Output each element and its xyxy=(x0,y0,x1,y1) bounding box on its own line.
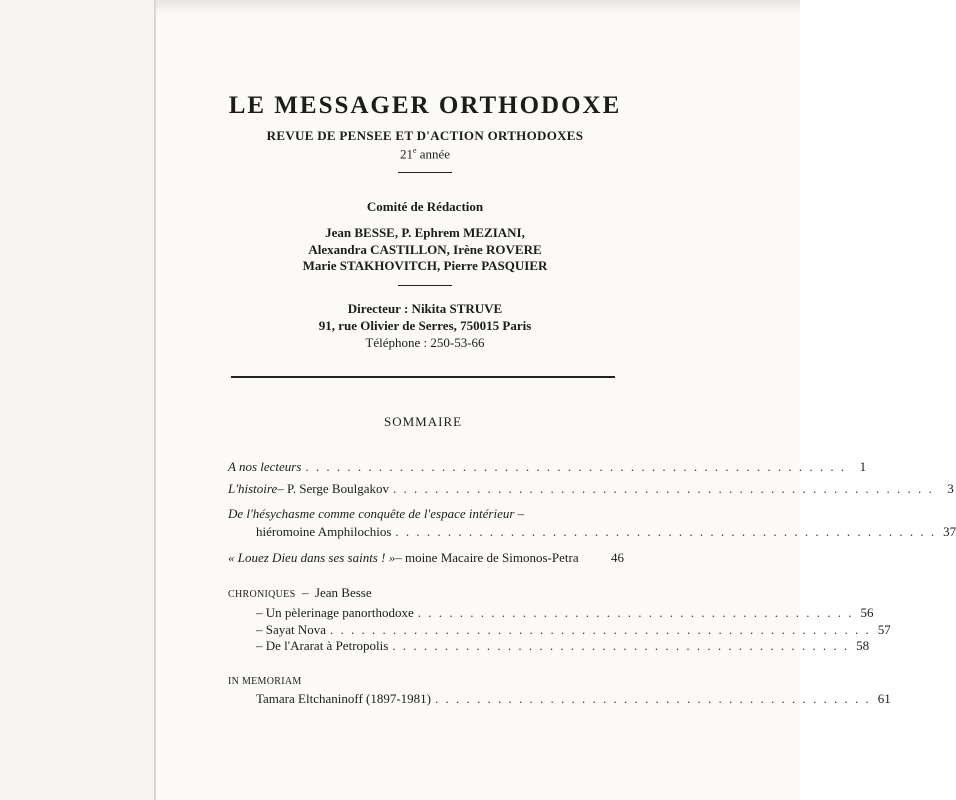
dot-leader: . . . . . . . . . . . . . . . . . . . . . . . . . . . . . . . . . . . . . . . . . . . . . . . . . . . . xyxy=(395,524,937,539)
chroniques-author: Jean Besse xyxy=(314,585,372,600)
toc-entry-page: 1 xyxy=(859,459,867,474)
comite-member-line: Marie STAKHOVITCH, Pierre PASQUIER xyxy=(302,258,548,273)
memoriam-item xyxy=(256,691,891,707)
dot-leader: . . . . . . . . . . . . . . . . . . . . . . . . . . . . . . . . . . . . . . . . . . . . . . . . . . . . xyxy=(392,481,934,496)
memoriam-heading: IN MEMORIAM xyxy=(228,676,302,687)
sommaire-heading: SOMMAIRE xyxy=(384,414,463,429)
toc-entry-title xyxy=(228,506,524,522)
journal-year xyxy=(0,146,850,162)
chronique-title: – De l'Ararat à Petropolis xyxy=(256,638,389,653)
dot-leader: . . . . . . . . . . . . . . . . . . . . . . . . . . . . . . . . . . . . . . . . . . xyxy=(435,691,871,706)
chronique-page: 57 xyxy=(877,622,891,637)
chronique-title: – Sayat Nova xyxy=(256,622,327,637)
page-edge-left xyxy=(154,0,156,800)
chroniques-separator: – xyxy=(295,585,315,600)
directeur: Directeur : Nikita STRUVE xyxy=(347,301,503,316)
divider-rule xyxy=(398,172,452,173)
year-suffix: e xyxy=(412,146,417,155)
chronique-title: – Un pèlerinage panorthodoxe xyxy=(256,605,414,620)
comite-member-line: Alexandra CASTILLON, Irène ROVERE xyxy=(308,242,542,257)
toc-entry-page: 46 xyxy=(611,550,624,565)
toc-entry-title: « Louez Dieu dans ses saints ! » xyxy=(228,550,396,565)
memoriam-page: 61 xyxy=(877,691,891,706)
toc-entry-page: 3 xyxy=(947,481,954,496)
chronique-item xyxy=(256,638,870,654)
dot-leader: . . . . . . . . . . . . . . . . . . . . . . . . . . . . . . . . . . . . . . . . . . . . . . . . . . . . xyxy=(305,459,847,474)
comite-member-line: Jean BESSE, P. Ephrem MEZIANI, xyxy=(325,225,525,240)
comite-heading: Comité de Rédaction xyxy=(366,199,484,214)
journal-subtitle: REVUE DE PENSEE ET D'ACTION ORTHODOXES xyxy=(266,128,584,143)
page-edge xyxy=(154,0,800,14)
divider-rule xyxy=(398,285,452,286)
toc-entry-title-text: De l'hésychasme comme conquête de l'espace intérieur xyxy=(228,506,515,521)
toc-entry-author: – moine Macaire de Simonos-Petra xyxy=(395,550,579,565)
section-rule xyxy=(231,376,615,378)
chronique-page: 56 xyxy=(860,605,874,620)
chronique-item xyxy=(256,605,874,621)
toc-entry-separator: – xyxy=(514,506,525,521)
toc-entry xyxy=(256,524,956,540)
chroniques-heading xyxy=(228,585,372,601)
toc-entry xyxy=(228,550,624,566)
chronique-page: 58 xyxy=(856,638,870,653)
memoriam-title: Tamara Eltchaninoff (1897-1981) xyxy=(256,691,432,706)
journal-title: LE MESSAGER ORTHODOXE xyxy=(228,92,622,119)
address: 91, rue Olivier de Serres, 750015 Paris xyxy=(318,318,532,333)
toc-entry-author: hiéromoine Amphilochios xyxy=(256,524,392,539)
year-word: année xyxy=(419,146,451,162)
telephone: Téléphone : 250-53-66 xyxy=(365,335,485,350)
dot-leader: . . . . . . . . . . . . . . . . . . . . . . . . . . . . . . . . . . . . . . . . . . xyxy=(417,605,854,620)
toc-entry xyxy=(228,459,867,475)
toc-entry-title: A nos lecteurs xyxy=(228,459,302,474)
toc-entry-author: – P. Serge Boulgakov xyxy=(277,481,389,496)
back-sheet xyxy=(0,0,154,800)
toc-entry-page: 37 xyxy=(943,524,956,539)
dot-leader: . . . . . . . . . . . . . . . . . . . . . . . . . . . . . . . . . . . . . . . . . . . . xyxy=(392,638,850,653)
toc-entry-title: L'histoire xyxy=(228,481,278,496)
toc-entry xyxy=(228,481,954,497)
dot-leader: . . . . . . . . . . . . . . . . . . . . . . . . . . . . . . . . . . . . . . . . . . . . . . . . . . . . xyxy=(330,622,871,637)
year-number: 21 xyxy=(399,146,413,162)
chronique-item xyxy=(256,622,891,638)
chroniques-label: CHRONIQUES xyxy=(228,589,296,600)
